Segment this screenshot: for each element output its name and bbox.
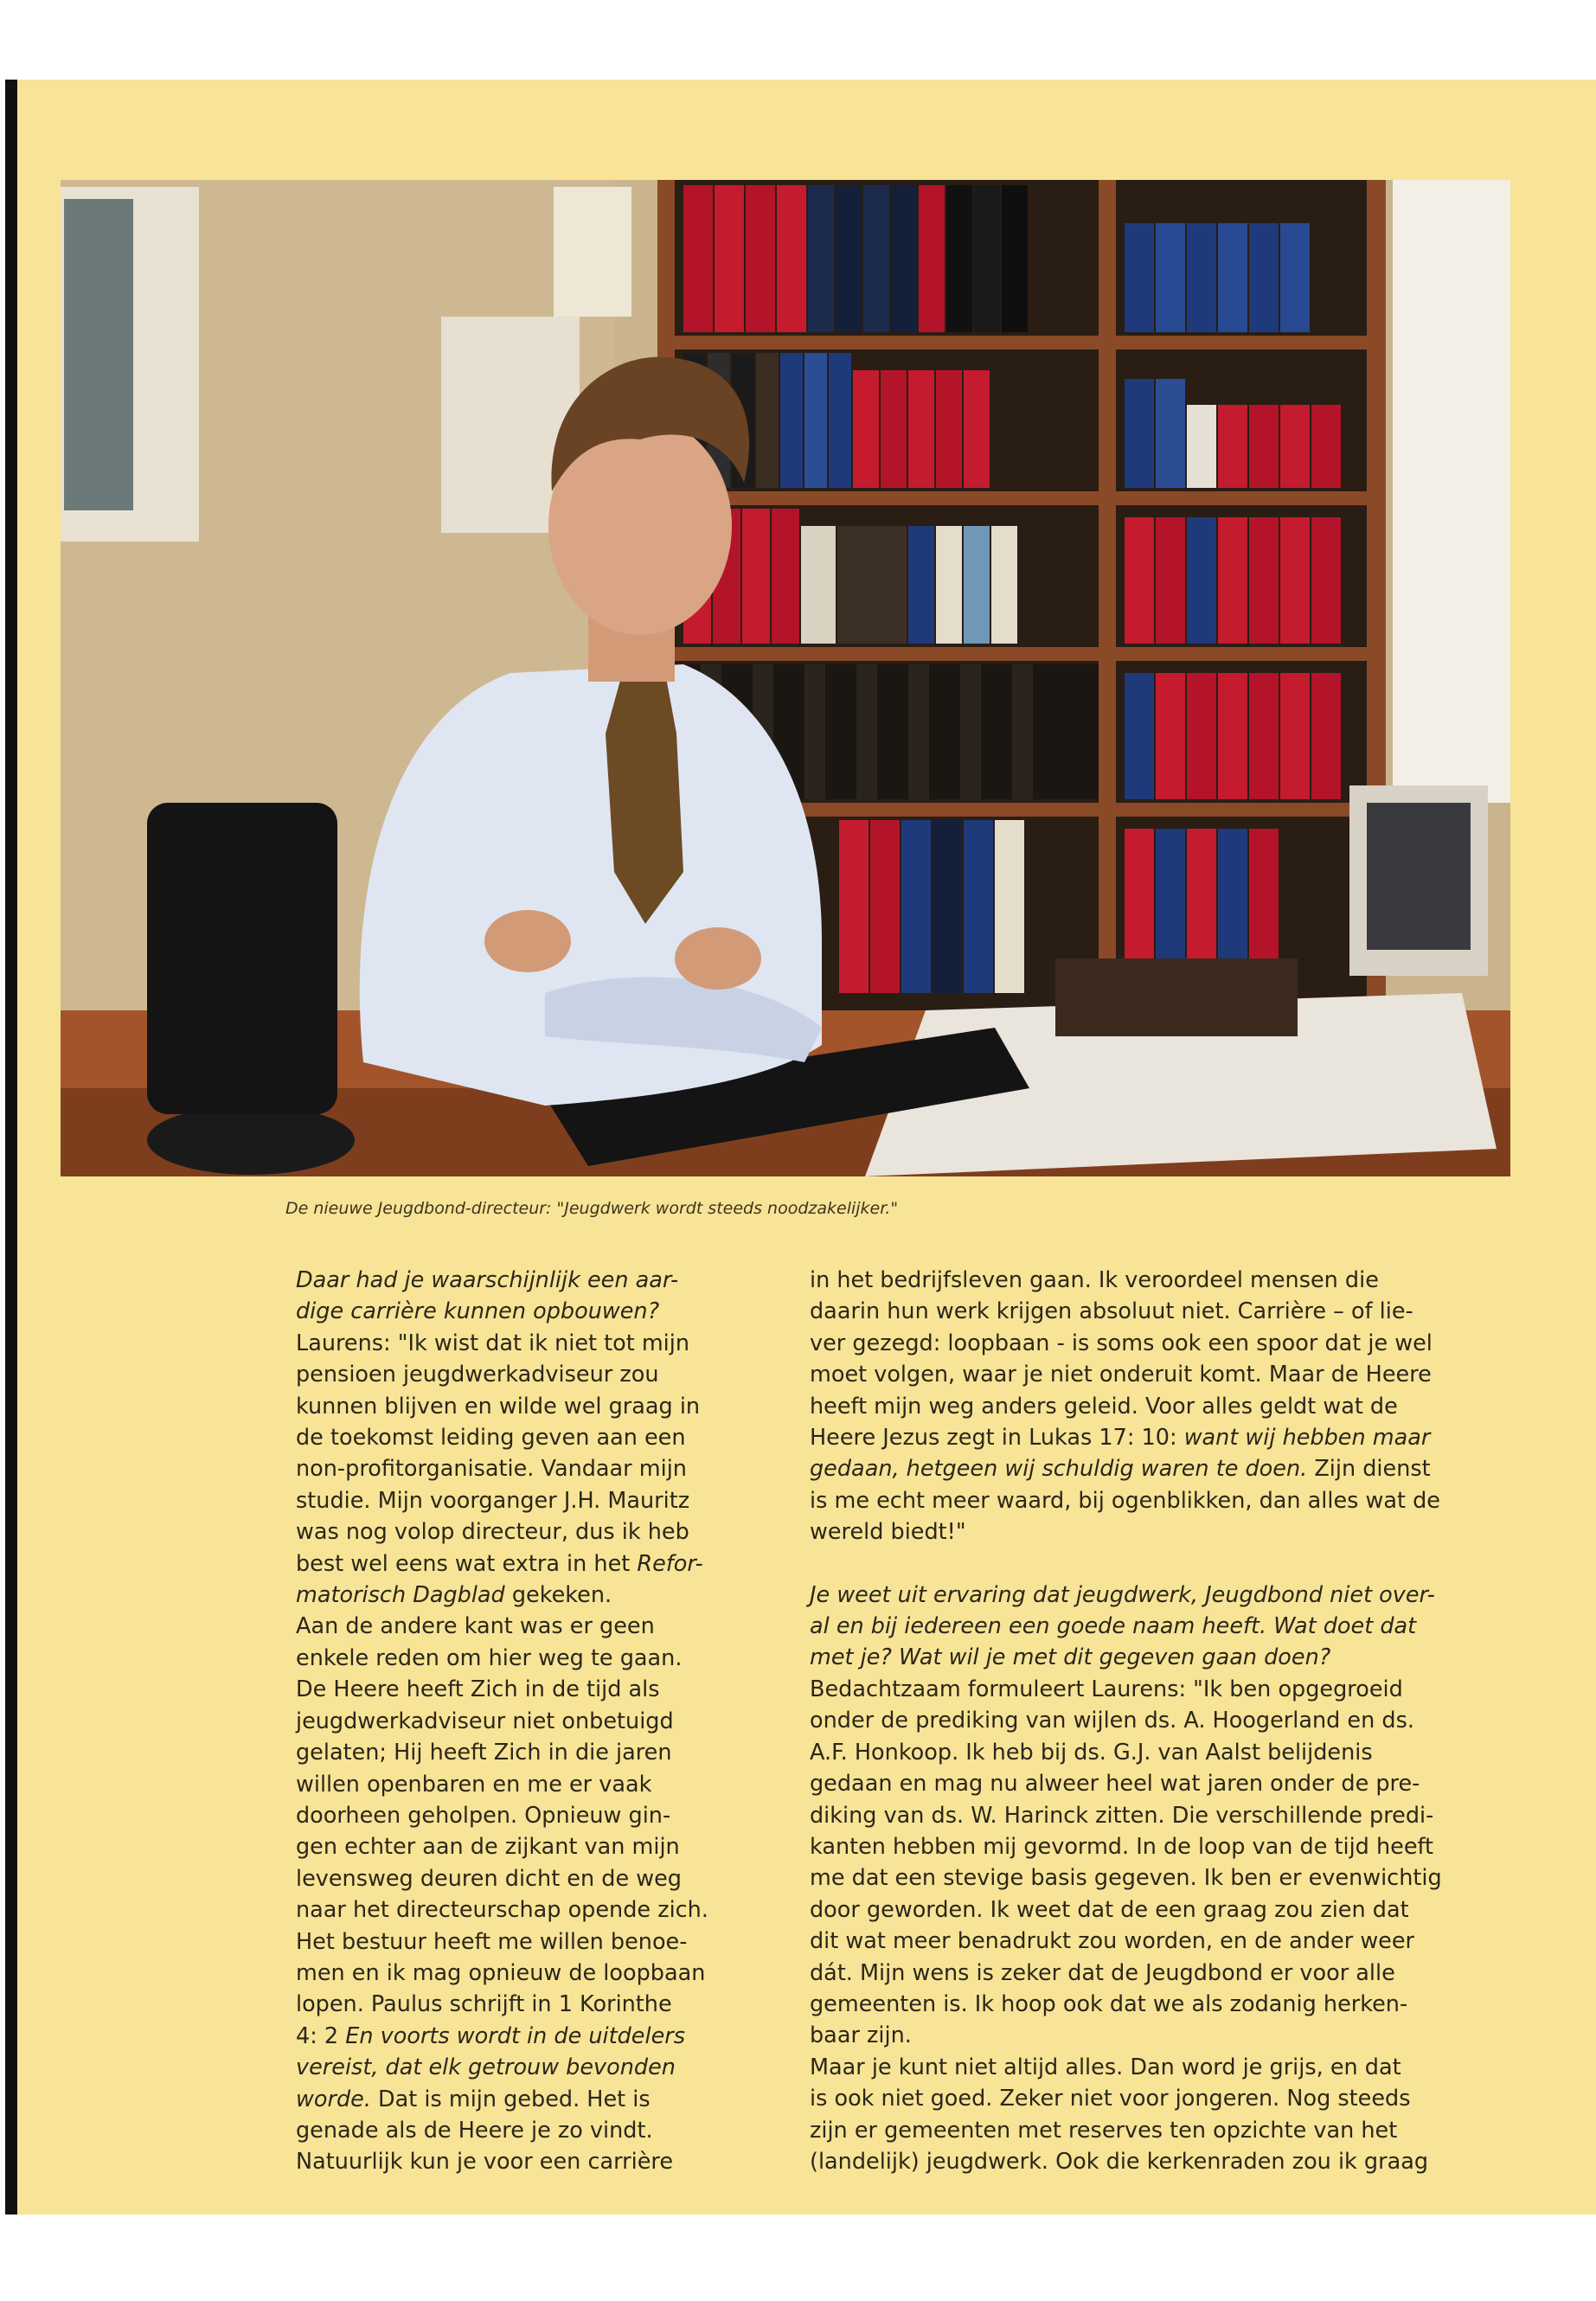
article-text-line bbox=[810, 1485, 1502, 1516]
article-text-line bbox=[296, 1422, 780, 1453]
text-segment: jeugdwerkadviseur niet onbetuigd bbox=[296, 1708, 674, 1734]
article-text-line bbox=[810, 1642, 1502, 1673]
article-column-right bbox=[810, 1265, 1502, 2177]
article-text-line bbox=[810, 1328, 1502, 1359]
article-text-line bbox=[296, 1863, 780, 1894]
text-segment: Zijn dienst bbox=[1307, 1456, 1431, 1483]
text-segment: Dat is mijn gebed. Het is bbox=[370, 2086, 651, 2112]
article-text-line bbox=[296, 1296, 780, 1327]
text-segment: lopen. Paulus schrijft in 1 Korinthe bbox=[296, 1991, 672, 2018]
article-text-line bbox=[296, 1265, 780, 1296]
article-text-line bbox=[296, 2021, 780, 2052]
article-text-line bbox=[296, 1391, 780, 1422]
text-segment: moet volgen, waar je niet onderuit komt. Maar de Heere bbox=[810, 1362, 1432, 1388]
text-segment: gedaan, hetgeen wij schuldig waren te doen. bbox=[810, 1456, 1308, 1483]
article-text-line bbox=[296, 1548, 780, 1580]
article-text-line bbox=[296, 1485, 780, 1516]
article-text-line bbox=[810, 2146, 1502, 2177]
text-segment: diking van ds. W. Harinck zitten. Die verschillende predi- bbox=[810, 1802, 1434, 1829]
text-segment: in het bedrijfsleven gaan. Ik veroordeel mensen die bbox=[810, 1267, 1379, 1293]
article-text-line bbox=[810, 2083, 1502, 2114]
text-segment: heeft mijn weg anders geleid. Voor alles geldt wat de bbox=[810, 1393, 1398, 1420]
article-text-line bbox=[810, 1391, 1502, 1422]
text-segment: Heere Jezus zegt in Lukas 17: 10: bbox=[810, 1425, 1184, 1452]
text-segment: studie. Mijn voorganger J.H. Mauritz bbox=[296, 1487, 690, 1514]
text-segment: matorisch Dagblad bbox=[296, 1582, 505, 1609]
italic-text-segment: En voorts wordt in de uitdelers bbox=[345, 2022, 686, 2049]
text-segment: (landelijk) jeugdwerk. Ook die kerkenraden zou ik graag bbox=[810, 2148, 1429, 2175]
text-segment: De Heere heeft Zich in de tijd als bbox=[296, 1676, 660, 1703]
page-spine-edge bbox=[5, 80, 17, 2214]
text-segment: dit wat meer benadrukt zou worden, en de ander weer bbox=[810, 1928, 1415, 1955]
article-text-line bbox=[810, 1800, 1502, 1831]
text-segment: dát. Mijn wens is zeker dat de Jeugdbond er voor alle bbox=[810, 1959, 1395, 1986]
text-segment: 4: 2 bbox=[296, 2022, 346, 2049]
italic-text-segment: want wij hebben maar bbox=[1183, 1425, 1431, 1452]
article-text-line bbox=[296, 2084, 780, 2115]
article-text-line bbox=[810, 1516, 1502, 1548]
article-text-line bbox=[810, 1737, 1502, 1768]
article-text-line bbox=[296, 1453, 780, 1484]
text-segment: met je? Wat wil je met dit gegeven gaan doen? bbox=[810, 1644, 1331, 1671]
text-segment: A.F. Honkoop. Ik heb bij ds. G.J. van Aalst belijdenis bbox=[810, 1739, 1373, 1766]
article-text-line bbox=[296, 1958, 780, 1989]
text-segment: Laurens: "Ik wist dat ik niet tot mijn bbox=[296, 1330, 689, 1356]
article-text-line bbox=[810, 1580, 1502, 1611]
article-text-line bbox=[296, 1926, 780, 1958]
article-text-line bbox=[810, 1768, 1502, 1799]
paragraph-gap bbox=[810, 1548, 1502, 1580]
text-segment: was nog volop directeur, dus ik heb bbox=[296, 1519, 689, 1546]
text-segment: al en bij iedereen een goede naam heeft. Wat doet dat bbox=[810, 1613, 1417, 1640]
text-segment: kunnen blijven en wilde wel graag in bbox=[296, 1393, 701, 1420]
text-segment: is me echt meer waard, bij ogenblikken, dan alles wat de bbox=[810, 1487, 1440, 1514]
text-segment: kanten hebben mij gevormd. In de loop van de tijd heeft bbox=[810, 1833, 1434, 1860]
article-text-line bbox=[296, 1800, 780, 1831]
text-segment: de toekomst leiding geven aan een bbox=[296, 1425, 686, 1452]
text-segment: Daar had je waarschijnlijk een aar- bbox=[296, 1267, 679, 1293]
text-segment: gedaan en mag nu alweer heel wat jaren onder de pre- bbox=[810, 1771, 1420, 1798]
text-segment: enkele reden om hier weg te gaan. bbox=[296, 1644, 683, 1671]
article-text-line bbox=[296, 1706, 780, 1737]
article-text-line bbox=[810, 1894, 1502, 1926]
text-segment: Maar je kunt niet altijd alles. Dan word je grijs, en dat bbox=[810, 2054, 1401, 2080]
text-segment: ver gezegd: loopbaan - is soms ook een spoor dat je wel bbox=[810, 1330, 1433, 1356]
article-text-line bbox=[810, 1265, 1502, 1296]
text-segment: zijn er gemeenten met reserves ten opzichte van het bbox=[810, 2117, 1398, 2144]
text-segment: gemeenten is. Ik hoop ook dat we als zodanig herken- bbox=[810, 1990, 1408, 2017]
article-column-left bbox=[296, 1265, 780, 2178]
photo-illustration bbox=[61, 180, 1510, 1176]
article-text-line bbox=[296, 1894, 780, 1926]
text-segment: Bedachtzaam formuleert Laurens: "Ik ben opgegroeid bbox=[810, 1676, 1403, 1702]
article-text-line bbox=[296, 1769, 780, 1800]
article-text-line bbox=[296, 2146, 780, 2177]
text-segment: dige carrière kunnen opbouwen? bbox=[296, 1298, 660, 1325]
text-segment: Aan de andere kant was er geen bbox=[296, 1613, 655, 1640]
text-segment: gen echter aan de zijkant van mijn bbox=[296, 1834, 680, 1861]
article-text-line bbox=[296, 1580, 780, 1611]
text-segment: genade als de Heere je zo vindt. bbox=[296, 2117, 653, 2144]
text-segment: gelaten; Hij heeft Zich in die jaren bbox=[296, 1740, 672, 1766]
article-text-line bbox=[296, 1359, 780, 1390]
italic-text-segment: Refor- bbox=[637, 1550, 703, 1577]
text-segment: best wel eens wat extra in het bbox=[296, 1550, 638, 1577]
photo-caption: De nieuwe Jeugdbond-directeur: "Jeugdwerk wordt steeds noodzakelijker." bbox=[285, 1199, 899, 1218]
article-text-line bbox=[810, 1705, 1502, 1736]
article-text-line bbox=[810, 1453, 1502, 1484]
text-segment: Je weet uit ervaring dat jeugdwerk, Jeugdbond niet over- bbox=[810, 1581, 1435, 1608]
text-segment: baar zijn. bbox=[810, 2022, 912, 2049]
article-text-line bbox=[296, 1674, 780, 1705]
article-text-line bbox=[810, 2115, 1502, 2146]
text-segment: daarin hun werk krijgen absoluut niet. Carrière – of lie- bbox=[810, 1298, 1413, 1325]
article-text-line bbox=[296, 2115, 780, 2146]
article-text-line bbox=[296, 1989, 780, 2020]
text-segment: doorheen geholpen. Opnieuw gin- bbox=[296, 1802, 671, 1829]
article-text-line bbox=[296, 1643, 780, 1674]
text-segment: non-profitorganisatie. Vandaar mijn bbox=[296, 1456, 687, 1483]
text-segment: men en ik mag opnieuw de loopbaan bbox=[296, 1959, 706, 1986]
text-segment: onder de prediking van wijlen ds. A. Hoogerland en ds. bbox=[810, 1708, 1414, 1734]
article-text-line bbox=[296, 1328, 780, 1359]
text-segment: gekeken. bbox=[504, 1582, 612, 1609]
text-segment: naar het directeurschap opende zich. bbox=[296, 1897, 708, 1924]
article-text-line bbox=[810, 1674, 1502, 1705]
article-text-line bbox=[810, 2052, 1502, 2083]
text-segment: door geworden. Ik weet dat de een graag zou zien dat bbox=[810, 1896, 1409, 1923]
text-segment: pensioen jeugdwerkadviseur zou bbox=[296, 1362, 659, 1388]
article-text-line bbox=[810, 2020, 1502, 2051]
article-text-line bbox=[296, 1611, 780, 1642]
text-segment: worde. bbox=[296, 2086, 371, 2112]
article-text-line bbox=[296, 1737, 780, 1768]
text-segment: Natuurlijk kun je voor een carrière bbox=[296, 2149, 674, 2176]
article-text-line bbox=[296, 1831, 780, 1862]
article-text-line bbox=[810, 1422, 1502, 1453]
article-text-line bbox=[810, 1862, 1502, 1894]
article-text-line bbox=[810, 1359, 1502, 1390]
article-text-line bbox=[810, 1989, 1502, 2020]
article-text-line bbox=[810, 1926, 1502, 1957]
text-segment: willen openbaren en me er vaak bbox=[296, 1771, 652, 1798]
text-segment: me dat een stevige basis gegeven. Ik ben er evenwichtig bbox=[810, 1865, 1442, 1892]
text-segment: levensweg deuren dicht en de weg bbox=[296, 1865, 682, 1892]
article-text-line bbox=[296, 1516, 780, 1548]
article-text-line bbox=[810, 1831, 1502, 1862]
text-segment: is ook niet goed. Zeker niet voor jongeren. Nog steeds bbox=[810, 2086, 1411, 2112]
article-text-line bbox=[296, 2052, 780, 2083]
text-segment: vereist, dat elk getrouw bevonden bbox=[296, 2054, 676, 2081]
article-photo bbox=[61, 180, 1510, 1176]
article-text-line bbox=[810, 1611, 1502, 1642]
article-text-line bbox=[810, 1296, 1502, 1327]
text-segment: Het bestuur heeft me willen benoe- bbox=[296, 1928, 688, 1955]
article-text-line bbox=[810, 1958, 1502, 1989]
text-segment: wereld biedt!" bbox=[810, 1519, 966, 1546]
